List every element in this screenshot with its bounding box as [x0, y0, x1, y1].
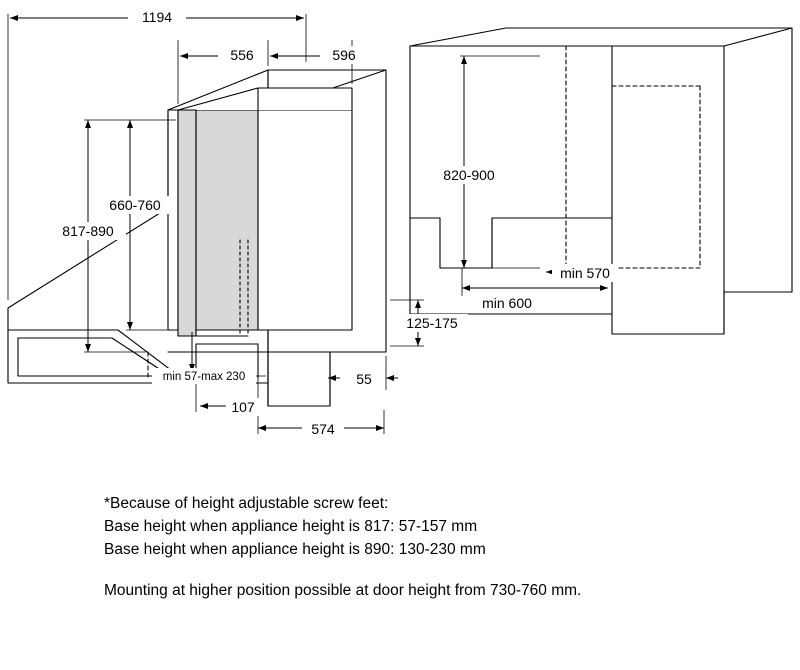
note-line-1: *Because of height adjustable screw feet:	[104, 495, 389, 512]
dimension-556: 556	[230, 47, 254, 63]
dimension-660-760: 660-760	[109, 197, 161, 213]
dimension-min-600: min 600	[482, 295, 532, 311]
note-line-2: Base height when appliance height is 817: 57-157 mm	[104, 518, 478, 535]
dimension-1194: 1194	[141, 9, 173, 25]
dimension-107: 107	[231, 399, 255, 415]
notes-block	[104, 492, 764, 602]
note-line-3: Base height when appliance height is 890: 130-230 mm	[104, 541, 486, 558]
dimension-min-570: min 570	[560, 265, 610, 281]
dimension-125-175: 125-175	[406, 315, 458, 331]
left-view-appliance-body	[178, 88, 352, 344]
note-spacer	[104, 561, 764, 579]
dimension-817-890: 817-890	[62, 223, 114, 239]
note-line-4: Mounting at higher position possible at door height from 730-760 mm.	[104, 582, 582, 599]
dimension-574: 574	[311, 421, 335, 437]
dimension-55: 55	[356, 371, 372, 387]
dimension-min57-max230: min 57-max 230	[162, 371, 246, 383]
dimension-820-900: 820-900	[443, 167, 495, 183]
dimension-596: 596	[332, 47, 356, 63]
